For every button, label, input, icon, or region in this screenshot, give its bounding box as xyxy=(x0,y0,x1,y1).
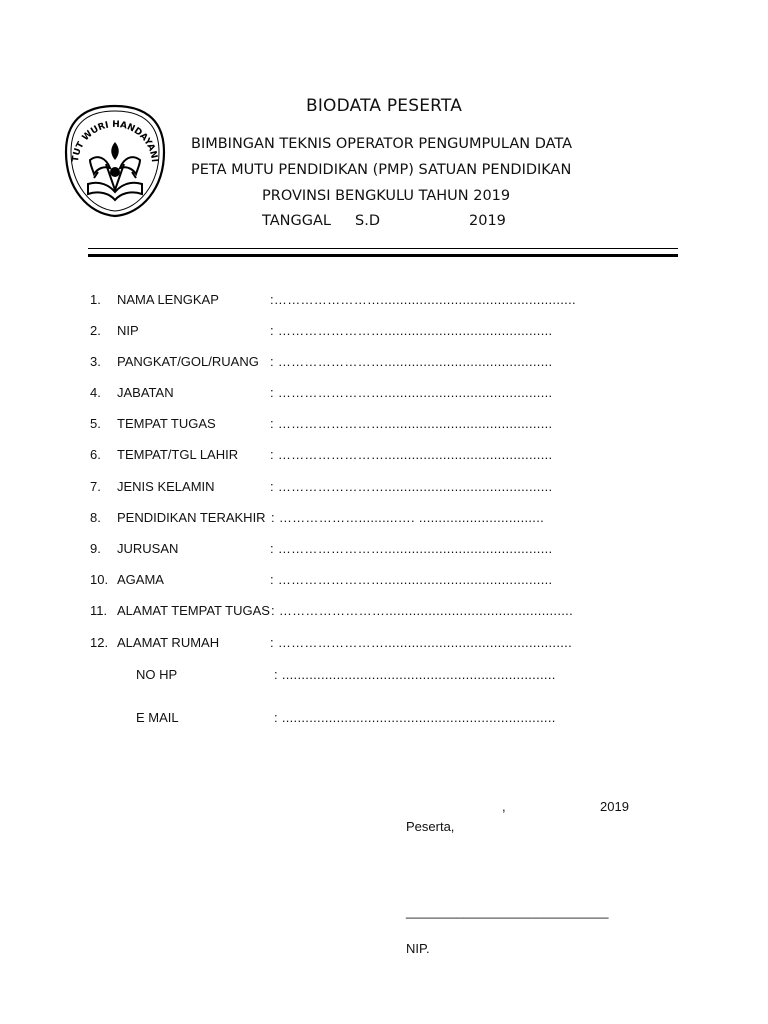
field-value[interactable]: : ……………………........................................... xyxy=(270,479,553,494)
field-number: 3. xyxy=(90,354,101,369)
field-number: 12. xyxy=(90,635,109,650)
field-value[interactable]: : ……………………........................................... xyxy=(270,541,553,556)
field-label: AGAMA xyxy=(117,572,164,587)
field-number: 8. xyxy=(90,510,101,525)
signature-nip: NIP. xyxy=(406,941,430,956)
field-label: ALAMAT RUMAH xyxy=(117,635,220,650)
date-label: TANGGAL xyxy=(262,213,331,229)
field-number: 11. xyxy=(90,603,108,618)
header-line-2: PETA MUTU PENDIDIKAN (PMP) SATUAN PENDIDIKAN xyxy=(191,162,572,178)
field-number: 2. xyxy=(90,323,101,338)
header-line-1: BIMBINGAN TEKNIS OPERATOR PENGUMPULAN DATA xyxy=(191,136,573,152)
email-label: E MAIL xyxy=(136,710,179,725)
field-label: TEMPAT TUGAS xyxy=(117,416,216,431)
field-value[interactable]: : ………………..........…. ................................ xyxy=(271,510,545,525)
field-label: ALAMAT TEMPAT TUGAS xyxy=(117,603,270,618)
field-label: NAMA LENGKAP xyxy=(117,292,219,307)
field-number: 10. xyxy=(90,572,109,587)
logo-motto: TUT WURI HANDAYANI xyxy=(70,119,159,163)
field-number: 7. xyxy=(90,479,101,494)
no-hp-label: NO HP xyxy=(136,667,178,682)
field-number: 1. xyxy=(90,292,101,307)
signature-role: Peserta, xyxy=(406,819,455,834)
field-value[interactable]: : ……………………........................................... xyxy=(270,447,553,462)
field-number: 6. xyxy=(90,447,101,462)
field-label: PANGKAT/GOL/RUANG xyxy=(117,354,259,369)
email-value[interactable]: : ...................................................................... xyxy=(274,710,556,725)
field-label: JENIS KELAMIN xyxy=(117,479,215,494)
field-value[interactable]: : ……………………........................................... xyxy=(270,354,553,369)
signature-year: 2019 xyxy=(600,799,629,814)
tut-wuri-handayani-logo xyxy=(60,102,170,220)
field-value[interactable]: : ……………………........................................... xyxy=(270,323,553,338)
field-label: JABATAN xyxy=(117,385,174,400)
field-number: 9. xyxy=(90,541,101,556)
field-value[interactable]: : ……………………........................................... xyxy=(270,572,553,587)
field-label: JURUSAN xyxy=(117,541,179,556)
field-value[interactable]: : ……………………................................................ xyxy=(271,603,573,618)
field-number: 4. xyxy=(90,385,101,400)
header-divider-thin xyxy=(88,248,678,249)
header-line-3: PROVINSI BENGKULU TAHUN 2019 xyxy=(262,188,511,204)
field-label: TEMPAT/TGL LAHIR xyxy=(117,447,239,462)
signature-line: ____________________________ xyxy=(406,904,609,919)
date-sd: S.D xyxy=(355,213,380,229)
page-title: BIODATA PESERTA xyxy=(305,96,463,116)
field-value[interactable]: :…………………….................................................. xyxy=(270,292,576,307)
header-divider-thick xyxy=(88,254,678,257)
field-label: NIP xyxy=(117,323,139,338)
field-value[interactable]: : ……………………................................................ xyxy=(270,635,572,650)
field-value[interactable]: : ……………………........................................... xyxy=(270,385,553,400)
signature-comma: , xyxy=(502,799,506,814)
field-label: PENDIDIKAN TERAKHIR xyxy=(117,510,266,525)
date-year: 2019 xyxy=(469,213,506,229)
no-hp-value[interactable]: : ...................................................................... xyxy=(274,667,556,682)
field-value[interactable]: : ……………………........................................... xyxy=(270,416,553,431)
field-number: 5. xyxy=(90,416,101,431)
